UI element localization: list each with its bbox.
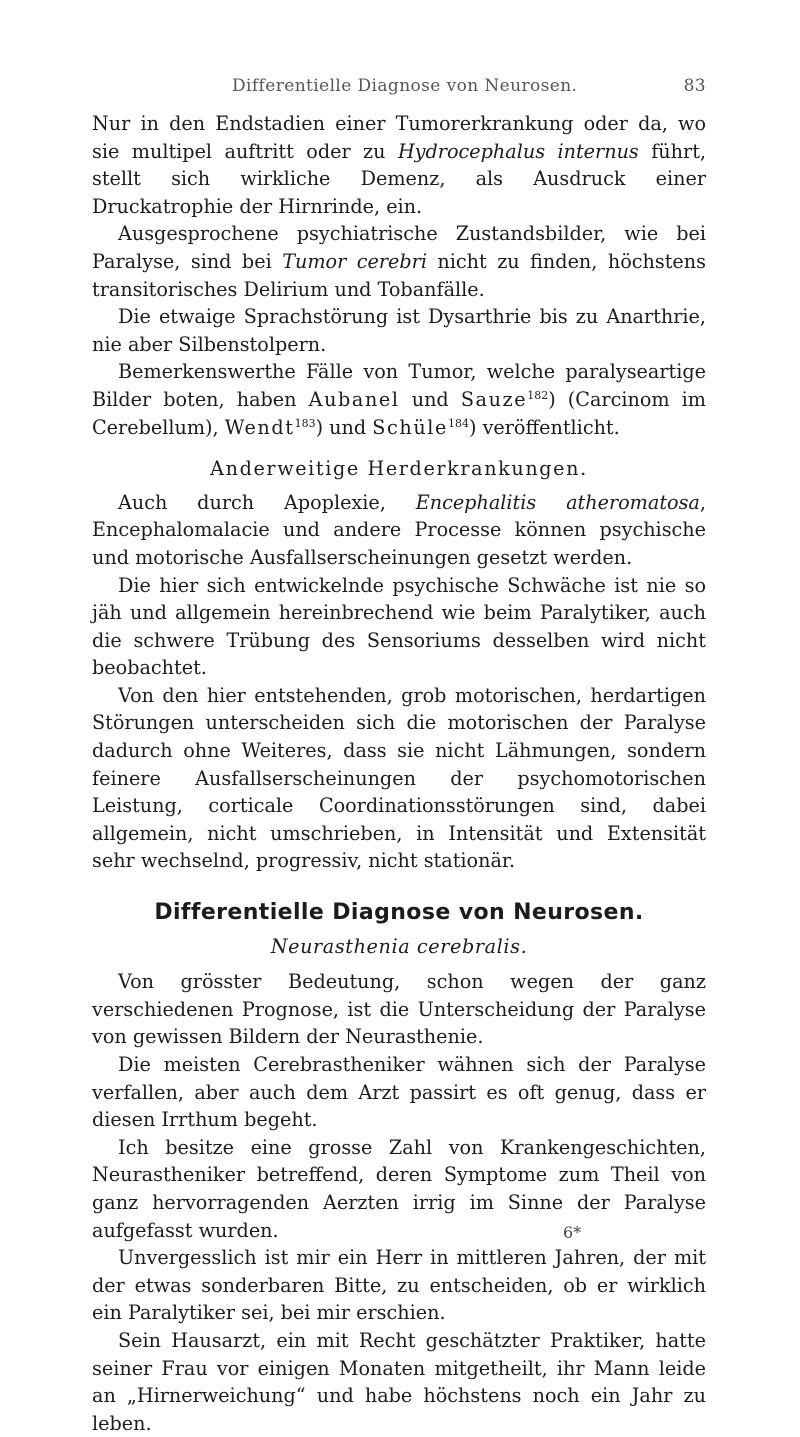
paragraph-1 (92, 110, 706, 220)
author-name: Aubanel (308, 387, 400, 411)
paragraph-2 (92, 220, 706, 303)
text-run: führt, stellt sich wirkliche Demenz, als Ausdruck einer Druckatrophie der Hirnrinde, ein. (92, 139, 707, 218)
paragraph-11: Unvergesslich ist mir ein Herr in mittleren Jahren, der mit der etwas sonderbaren Bitte, zu entscheiden, ob er wirklich ein Paralytiker sei, bei mir erschien. (92, 1246, 706, 1325)
footnote-ref: 183 (294, 416, 316, 430)
italic-term: Hydrocephalus internus (397, 139, 639, 163)
paragraph-7: Von den hier entstehenden, grob motorischen, herdartigen Störungen unterscheiden sich die motorischen der Paralyse dadurch ohne Weiteres, dass sie nicht Lähmungen, sondern feinere Ausfallserscheinungen der psychomotorischen Leistung, corticale Coordinationsstörungen sind, dabei allgemein, nicht umschrieben, in Intensität und Extensität sehr wechselnd, progressiv, nicht stationär. (92, 683, 706, 873)
text-run: Bemerkenswerthe Fälle von Tumor, welche paralyseartige Bilder boten, haben (92, 360, 706, 411)
footnote-ref: 184 (447, 416, 469, 430)
text-run: ) und (315, 415, 373, 439)
text-run: nicht zu finden, höchstens transitorisches Delirium und Tobanfälle. (92, 249, 706, 301)
text-run: und (399, 387, 461, 411)
paragraph-8: Von grösster Bedeutung, schon wegen der ganz verschiedenen Prognose, ist die Unterscheidung der Paralyse von gewissen Bildern der Neurasthenie. (92, 970, 706, 1049)
footnote-ref: 182 (527, 388, 549, 402)
text-run: Auch durch Apoplexie, (118, 490, 416, 514)
text-run: Ausgesprochene psychiatrische Zustandsbilder, wie bei Paralyse, sind bei (92, 222, 706, 273)
paragraph-6: Die hier sich entwickelnde psychische Schwäche ist nie so jäh und allgemein hereinbrechend wie beim Paralytiker, auch die schwere Trübung des Sensoriums desselben wird nicht beobachtet. (92, 573, 706, 680)
body-text (92, 110, 706, 1437)
italic-term: Encephalitis atheromatosa (415, 490, 700, 514)
page-number: 83 (683, 76, 706, 96)
paragraph-4 (92, 358, 706, 441)
subheading-herderkrankungen: Anderweitige Herderkrankungen. (210, 457, 588, 481)
author-name: Schüle (372, 415, 448, 439)
text-run: , Encephalomalacie und andere Processe können psychische und motorische Ausfallserscheinungen gesetzt werden. (92, 490, 706, 569)
italic-term: Tumor cerebri (282, 249, 427, 273)
text-run: ) veröffentlicht. (468, 415, 620, 439)
running-title: Differentielle Diagnose von Neurosen. (232, 76, 578, 96)
text-run: Nur in den Endstadien einer Tumorerkrankung oder da, wo sie multipel auftritt oder zu (92, 112, 706, 163)
section-title: Differentielle Diagnose von Neurosen. (154, 900, 644, 926)
author-name: Wendt (224, 415, 295, 439)
paragraph-3: Die etwaige Sprachstörung ist Dysarthrie bis zu Anarthrie, nie aber Silbenstolpern. (92, 305, 706, 356)
signature-mark: 6* (563, 1223, 582, 1242)
section-subtitle: Neurasthenia cerebralis. (270, 934, 528, 958)
paragraph-12: Sein Hausarzt, ein mit Recht geschätzter Praktiker, hatte seiner Frau vor einigen Monaten mitgetheilt, ihr Mann leide an „Hirnerweichung“ und habe höchstens noch ein Jahr zu leben. (92, 1328, 706, 1435)
text-run: ) (Carcinom im Cerebellum), (92, 387, 706, 439)
paragraph-10: Ich besitze eine grosse Zahl von Krankengeschichten, Neurastheniker betreffend, deren Symptome zum Theil von ganz hervorragenden Aerzten irrig im Sinne der Paralyse aufgefasst wurden. (92, 1135, 706, 1242)
paragraph-9: Die meisten Cerebrastheniker wähnen sich der Paralyse verfallen, aber auch dem Arzt passirt es oft genug, dass er diesen Irrthum begeht. (92, 1053, 706, 1132)
paragraph-5 (92, 489, 706, 572)
author-name: Sauze (460, 387, 528, 411)
